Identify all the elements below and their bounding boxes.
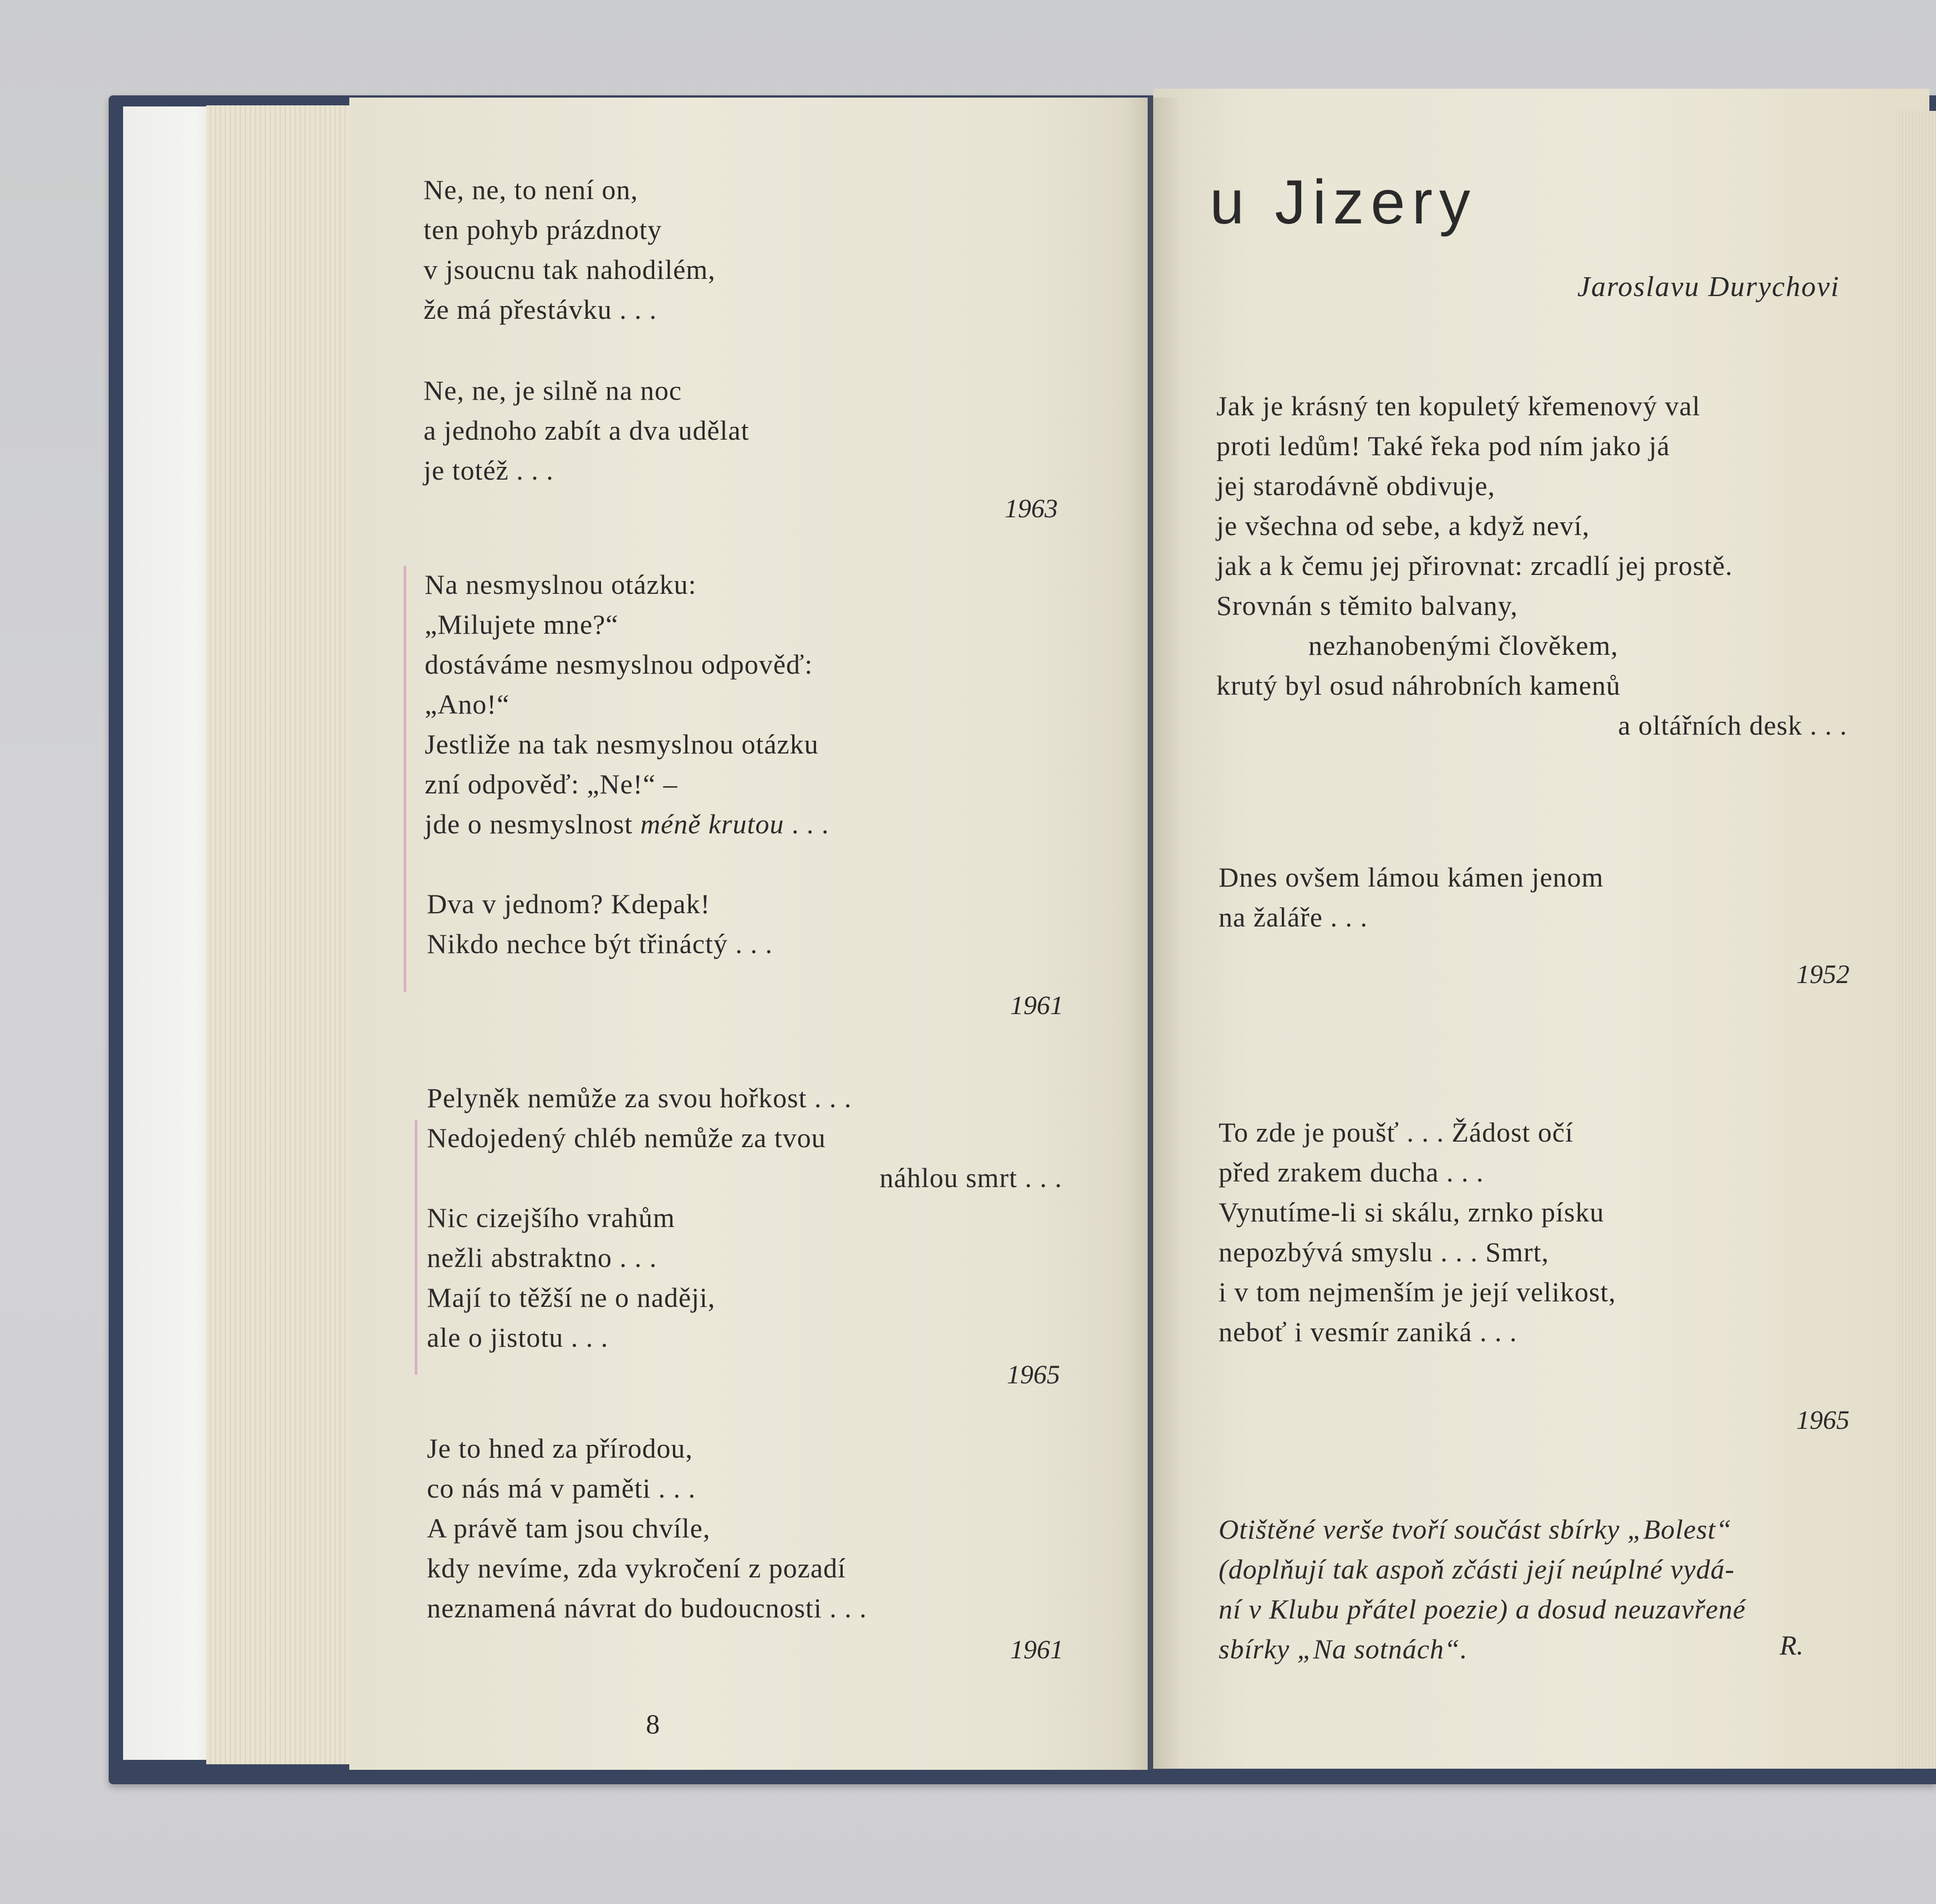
poem-line: Srovnán s těmito balvany, (1216, 590, 1518, 621)
editorial-note (1219, 1509, 1812, 1669)
poem-block (427, 884, 773, 964)
note-line: sbírky „Na sotnách“. (1219, 1633, 1468, 1664)
poem-year: 1965 (1007, 1360, 1060, 1389)
poem-block (1216, 386, 1847, 745)
poem-line: krutý byl osud náhrobních kamenů (1216, 670, 1621, 701)
poem-line: A právě tam jsou chvíle, (427, 1513, 711, 1544)
poem-line: Nic cizejšího vrahům (427, 1202, 675, 1233)
poem-line: ten pohyb prázdnoty (424, 214, 663, 245)
poem-block (1219, 1112, 1616, 1352)
poem-title: u Jizery (1210, 167, 1477, 237)
poem-block (425, 564, 829, 844)
poem-line: a jednoho zabít a dva udělat (424, 415, 750, 446)
poem-line: na žaláře . . . (1219, 902, 1368, 933)
poem-year: 1961 (1010, 991, 1063, 1020)
poem-line: je totéž . . . (424, 455, 554, 486)
poem-line: „Milujete mne?“ (425, 609, 619, 640)
poem-line: Mají to těžší ne o naději, (427, 1282, 716, 1313)
poem-line: neboť i vesmír zaniká . . . (1219, 1316, 1517, 1347)
poem-dedication: Jaroslavu Durychovi (1577, 271, 1840, 303)
poem-line: co nás má v paměti . . . (427, 1473, 696, 1504)
poem-line: Jak je krásný ten kopuletý křemenový val (1216, 390, 1701, 421)
poem-line: Pelyněk nemůže za svou hořkost . . . (427, 1082, 852, 1113)
poem-line: před zrakem ducha . . . (1219, 1157, 1484, 1188)
poem-line: nežli abstraktno . . . (427, 1242, 657, 1273)
poem-line: To zde je poušť . . . Žádost očí (1219, 1117, 1574, 1148)
margin-pencil-mark (404, 566, 406, 992)
poem-line: jak a k čemu jej přirovnat: zrcadlí jej prostě. (1216, 550, 1733, 581)
poem-line: nepozbývá smyslu . . . Smrt, (1219, 1236, 1550, 1267)
poem-block (427, 1078, 1062, 1357)
poem-line: náhlou smrt . . . (879, 1162, 1062, 1193)
page-stack-left (206, 105, 361, 1764)
poem-line: kdy nevíme, zda vykročení z pozadí (427, 1552, 846, 1584)
page-number: 8 (646, 1708, 660, 1739)
poem-line: Je to hned za přírodou, (427, 1433, 693, 1464)
poem-block (424, 370, 750, 490)
poem-line: Nedojedený chléb nemůže za tvou (427, 1122, 826, 1153)
poem-line: Dnes ovšem lámou kámen jenom (1219, 862, 1604, 893)
poem-year: 1961 (1010, 1635, 1063, 1664)
poem-line: Na nesmyslnou otázku: (425, 569, 697, 600)
poem-line: ale o jistotu . . . (427, 1322, 609, 1353)
poem-line: Dva v jednom? Kdepak! (427, 888, 711, 919)
poem-block (1219, 857, 1604, 937)
poem-line (425, 804, 829, 844)
poem-block (424, 170, 716, 329)
note-line: (doplňují tak aspoň zčásti její neúplné vydá- (1219, 1554, 1735, 1585)
poem-line-start: jde o nesmyslnost (425, 808, 640, 839)
poem-line: jej starodávně obdivuje, (1216, 470, 1496, 501)
poem-line: zní odpověď: „Ne!“ – (425, 768, 678, 800)
note-line: Otištěné verše tvoří součást sbírky „Bolest“ (1219, 1514, 1732, 1545)
poem-line: nezhanobenými člověkem, (1308, 630, 1618, 661)
poem-year: 1963 (1005, 494, 1058, 523)
poem-line: a oltářních desk . . . (1618, 710, 1847, 741)
poem-line: neznamená návrat do budoucnosti . . . (427, 1592, 867, 1623)
poem-year: 1952 (1796, 960, 1850, 989)
poem-line: dostáváme nesmyslnou odpověď: (425, 649, 813, 680)
poem-line: Nikdo nechce být třináctý . . . (427, 928, 773, 959)
note-signature: R. (1780, 1630, 1804, 1661)
poem-block (427, 1428, 867, 1628)
book-gutter (1125, 98, 1181, 1770)
poem-line: „Ano!“ (425, 689, 510, 720)
poem-line: proti ledům! Také řeka pod ním jako já (1216, 430, 1670, 461)
poem-year: 1965 (1796, 1406, 1850, 1435)
poem-line: že má přestávku . . . (424, 294, 657, 325)
poem-line: Vynutíme-li si skálu, zrnko písku (1219, 1197, 1604, 1228)
margin-pencil-mark (415, 1120, 417, 1375)
poem-line: v jsoucnu tak nahodilém, (424, 254, 716, 285)
poem-line: Jestliže na tak nesmyslnou otázku (425, 729, 819, 760)
poem-line: Ne, ne, je silně na noc (424, 375, 682, 406)
page-stack-right (1896, 111, 1936, 1769)
poem-line: Ne, ne, to není on, (424, 174, 638, 205)
poem-line: je všechna od sebe, a když neví, (1216, 510, 1590, 541)
note-line: ní v Klubu přátel poezie) a dosud neuzavřené (1219, 1594, 1746, 1625)
poem-line: i v tom nejmenším je její velikost, (1219, 1276, 1616, 1307)
poem-line-tail: . . . (784, 808, 829, 839)
poem-emphasis: méně krutou (640, 808, 784, 839)
